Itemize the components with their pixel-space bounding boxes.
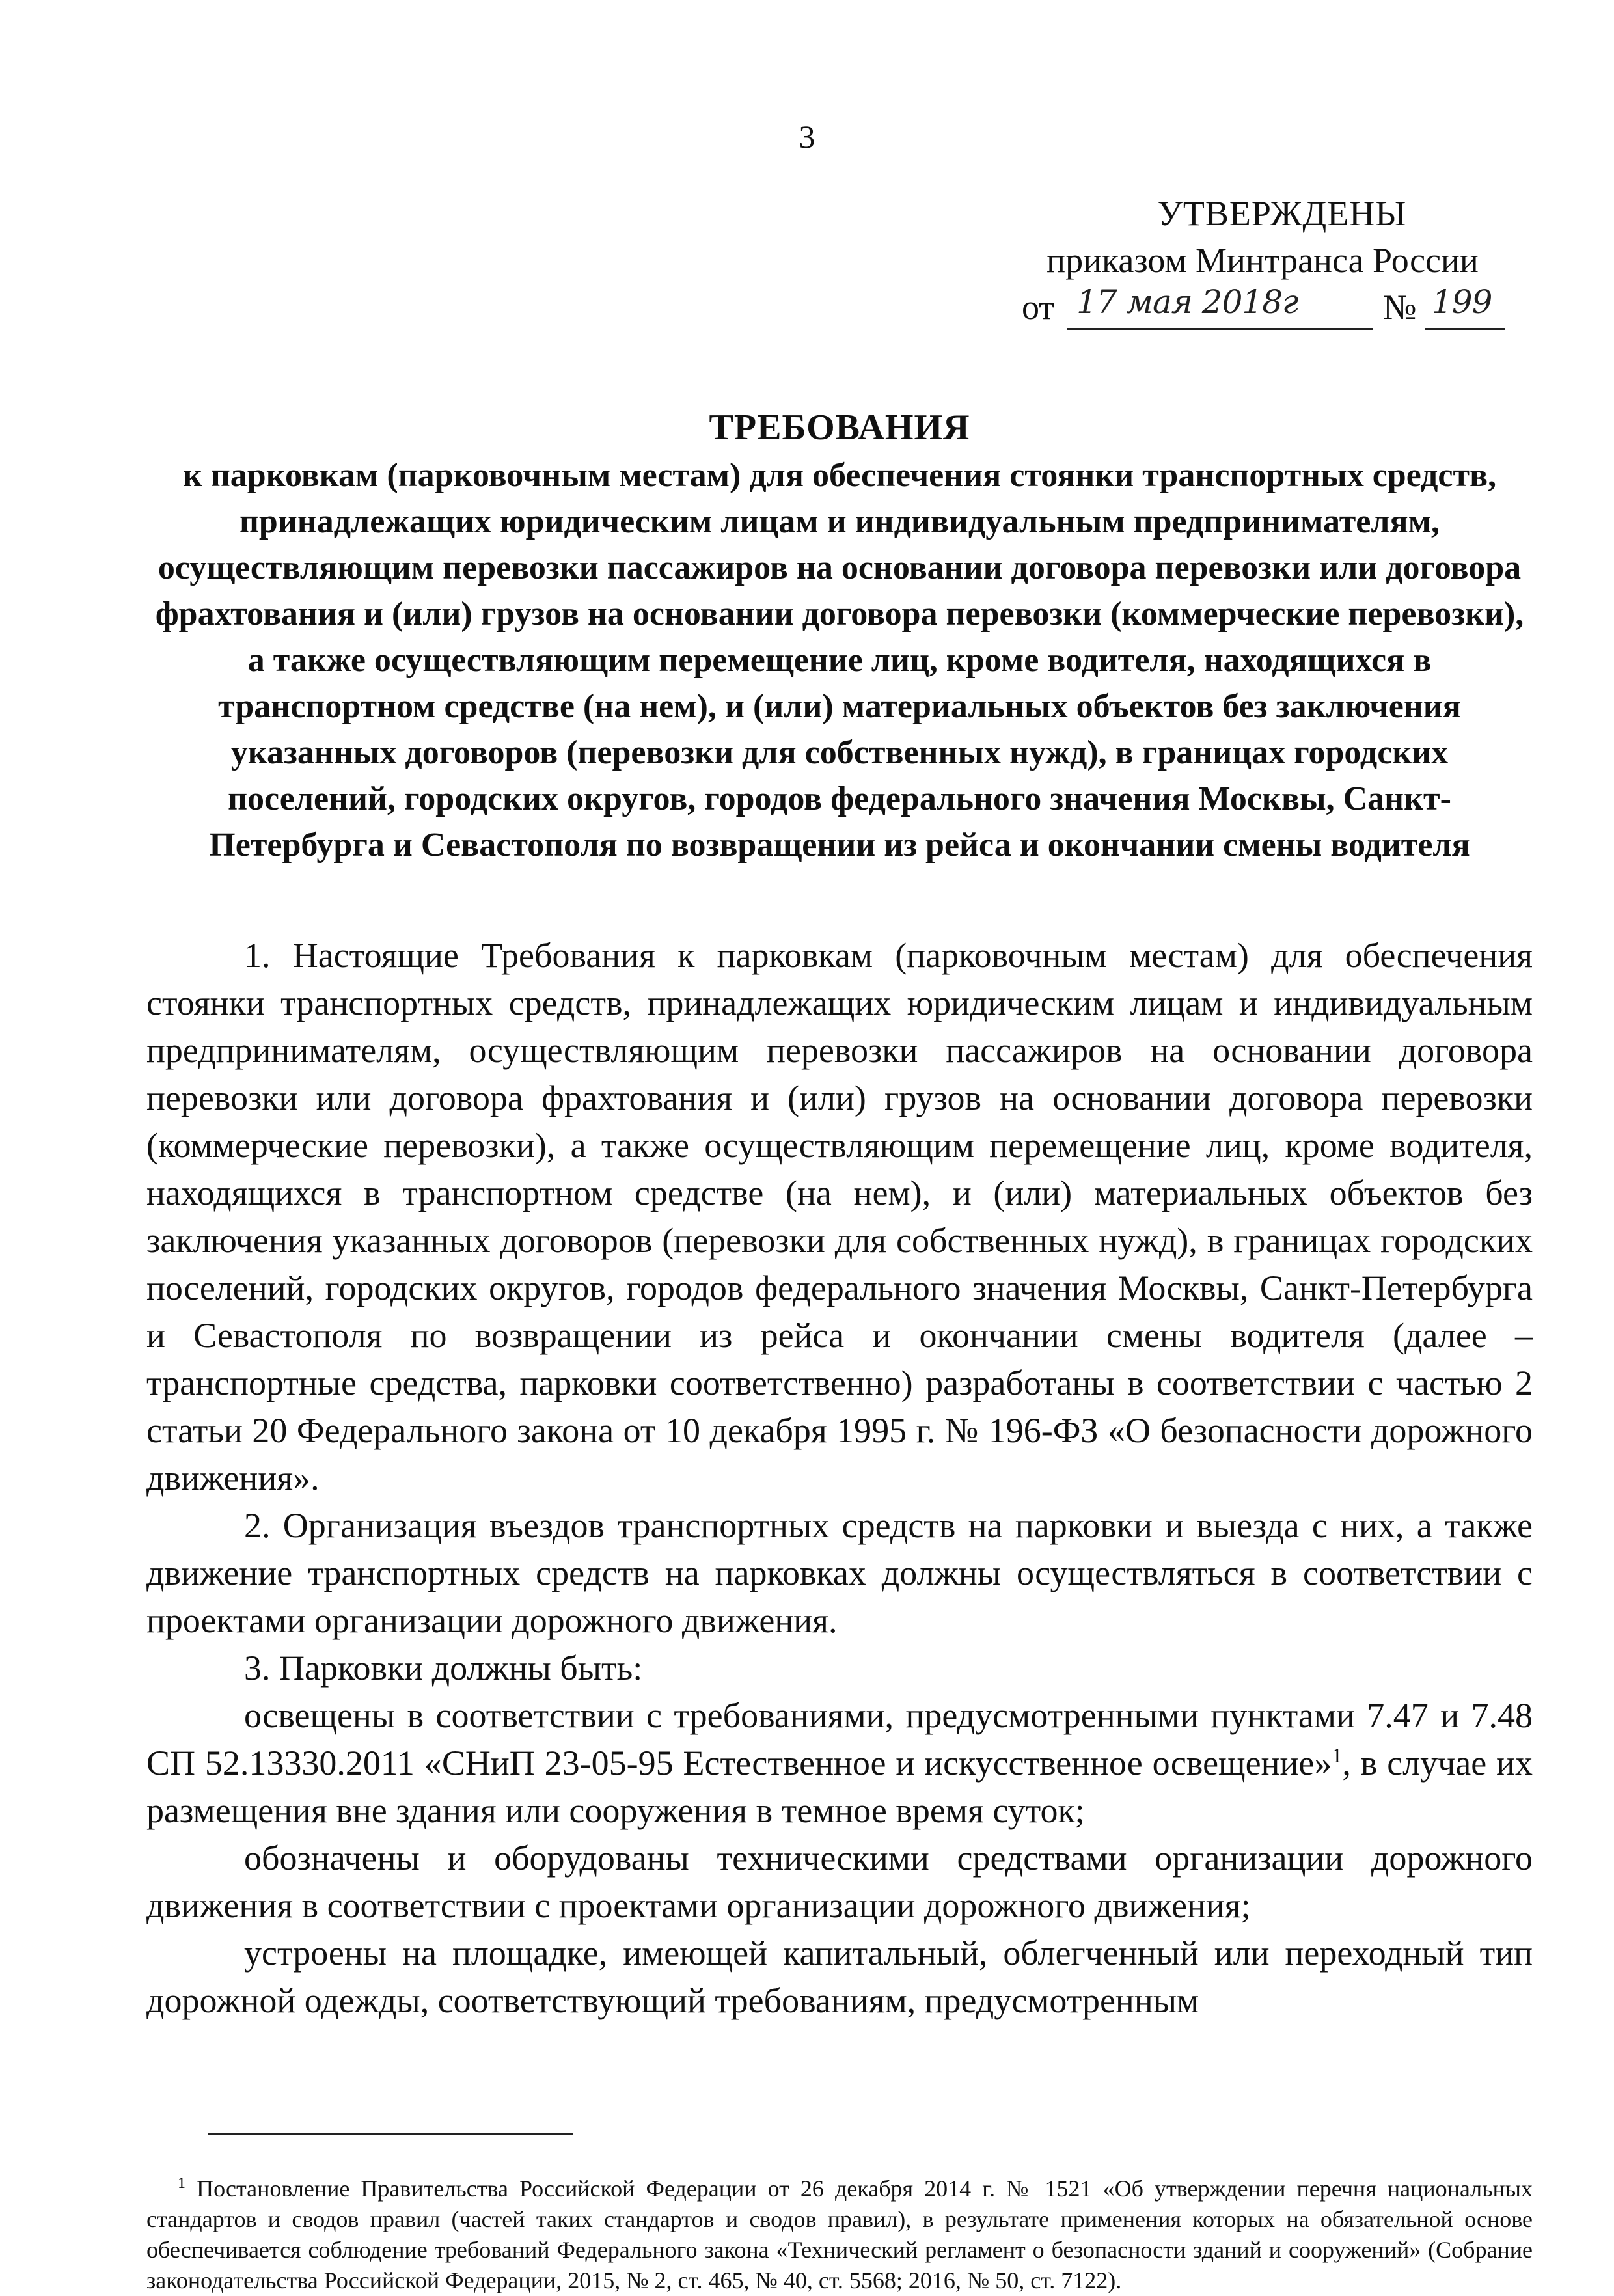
paragraph-1: 1. Настоящие Требования к парковкам (парковочным местам) для обеспечения стоянки транспортных средств, принадлежащих юридическим лицам и индивидуальным предпринимателям, осуществляющим перевозки пассажиров на основании договора перевозки или договора фрахтования и (или) грузов на основании договора перевозки (коммерческие перевозки), а также осуществляющим перемещение лиц, кроме водителя, находящихся в транспортном средстве (на нем), и (или) материальных объектов без заключения указанных договоров (перевозки для собственных нужд), в границах городских поселений, городских округов, городов федерального значения Москвы, Санкт-Петербурга и Севастополя по возвращении из рейса и окончании смены водителя (далее – транспортные средства, парковки соответственно) разработаны в соответствии с частью 2 статьи 20 Федерального закона от 10 декабря 1995 г. № 196-ФЗ «О безопасности дорожного движения». bbox=[146, 936, 1533, 1497]
approval-date-line bbox=[1022, 284, 1503, 336]
footnote-reference: 1 bbox=[1332, 1743, 1343, 1767]
date-underline bbox=[1067, 328, 1373, 330]
approval-order-line: приказом Минтранса России bbox=[1046, 241, 1479, 280]
approval-block bbox=[1022, 190, 1503, 336]
paragraph-2: 2. Организация въездов транспортных средств на парковки и выезда с них, а также движение транспортных средств на парковках должны осуществляться в соответствии с проектами организации дорожного движения. bbox=[146, 1506, 1533, 1640]
date-prefix: от bbox=[1022, 288, 1054, 327]
page-number: 3 bbox=[799, 118, 815, 155]
handwritten-number: 199 bbox=[1432, 283, 1492, 321]
footnote bbox=[146, 2174, 1533, 2296]
footnote-mark: 1 bbox=[178, 2175, 185, 2192]
document-body bbox=[146, 932, 1533, 2025]
paragraph-6: устроены на площадке, имеющей капитальный, облегченный или переходный тип дорожной одежды, соответствующий требованиям, предусмотренным bbox=[146, 1934, 1533, 2020]
approval-title: УТВЕРЖДЕНЫ bbox=[1157, 194, 1407, 233]
number-underline bbox=[1425, 328, 1505, 330]
footnote-text: Постановление Правительства Российской Федерации от 26 декабря 2014 г. № 1521 «Об утверждении перечня национальных стандартов и сводов правил (частей таких стандартов и сводов правил), в результате применения которых на обязательной основе обеспечивается соблюдение требований Федерального закона «Технический регламент о безопасности зданий и сооружений» (Собрание законодательства Российской Федерации, 2015, № 2, ст. 465, № 40, ст. 5568; 2016, № 50, ст. 7122). bbox=[146, 2176, 1533, 2293]
footnote-separator bbox=[208, 2133, 573, 2135]
document-title: ТРЕБОВАНИЯ bbox=[709, 407, 970, 448]
paragraph-4 bbox=[146, 1692, 1533, 1835]
document-subtitle: к парковкам (парковочным местам) для обеспечения стоянки транспортных средств, принадлежащих юридическим лицам и индивидуальным предпринимателям, осуществляющим перевозки пассажиров на основании договора перевозки или договора фрахтования и (или) грузов на основании договора перевозки (коммерческие перевозки), а также осуществляющим перемещение лиц, кроме водителя, находящихся в транспортном средстве (на нем), и (или) материальных объектов без заключения указанных договоров (перевозки для собственных нужд), в границах городских поселений, городских округов, городов федерального значения Москвы, Санкт-Петербурга и Севастополя по возвращении из рейса и окончании смены водителя bbox=[155, 457, 1524, 864]
paragraph-4-text: освещены в соответствии с требованиями, предусмотренными пунктами 7.47 и 7.48 СП 52.13330.2011 «СНиП 23-05-95 Естественное и искусственное освещение» bbox=[146, 1696, 1533, 1783]
document-heading bbox=[146, 405, 1533, 868]
paragraph-5: обозначены и оборудованы техническими средствами организации дорожного движения в соответствии с проектами организации дорожного движения; bbox=[146, 1838, 1533, 1925]
paragraph-4-continuation: , в случае их размещения вне здания или сооружения в темное время суток; bbox=[146, 1743, 1533, 1830]
handwritten-date: 17 мая 2018г bbox=[1076, 283, 1298, 321]
paragraph-3: 3. Парковки должны быть: bbox=[244, 1648, 643, 1688]
number-prefix: № bbox=[1383, 288, 1417, 327]
